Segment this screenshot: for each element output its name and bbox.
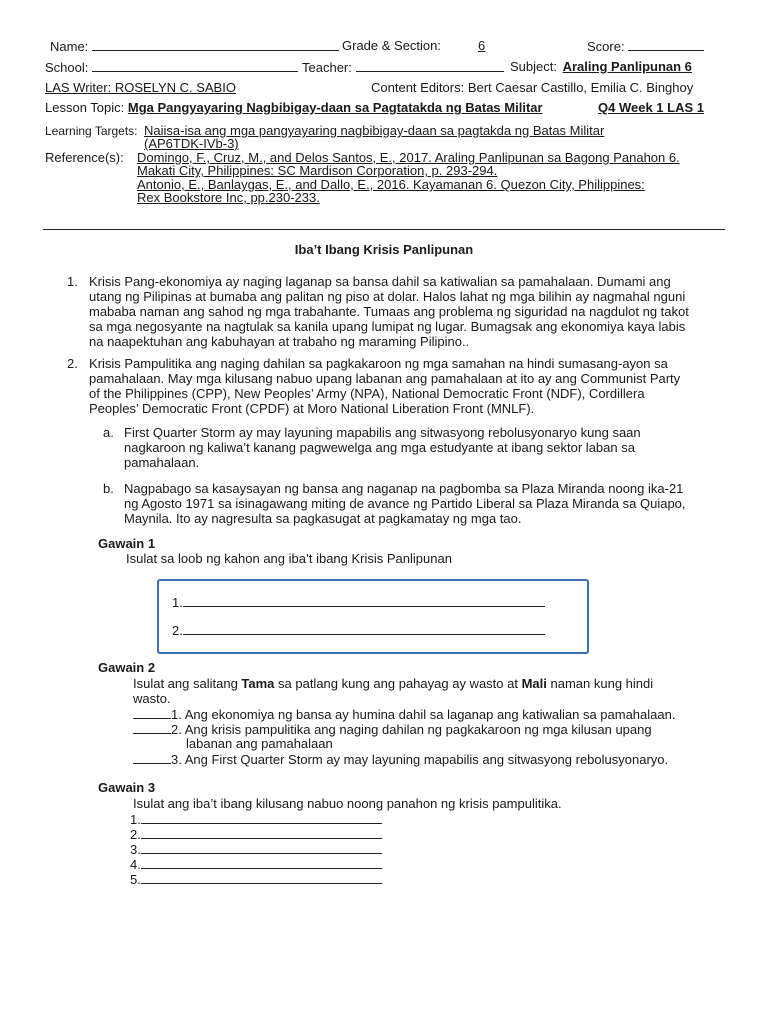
school-field[interactable]: School: [45,59,298,76]
statement-row[interactable]: 2. Ang krisis pampulitika ang naging dahilan ng pagkakaroon ng mga kilusan upang [133,721,652,738]
references-label: Reference(s): [45,150,124,165]
item-paragraph: Krisis Pang-ekonomiya ay naging laganap sa bansa dahil sa katiwalian sa pamahalaan. Dumami ang utang ng Pilipinas at bumaba ang palitan ng piso at dolar. Halos lahat ng mga bilihin ay nagmahal nguni mababa naman ang sahod ng mga trabahante. Tumaas ang problema ng siguridad na nagdulot ng takot sa mga negosyante na nagtulak sa kanila upang lumipat ng lugar. Bumagsak ang ekonomiya kaya labis na naapektuhan ang kabuhayan at trabaho ng maraming Pilipino.. [89,274,689,349]
gawain1-title: Gawain 1 [98,536,156,551]
gawain2-instruction-cont: wasto. [133,691,171,706]
lesson-topic: Lesson Topic: Mga Pangyayaring Nagbibigay-daan sa Pagtatakda ng Batas Militar [45,100,543,115]
subitem-paragraph: Nagpabago sa kasaysayan ng bansa ang naganap na pagbomba sa Plaza Miranda noong ika-21 ng Agosto 1971 sa isinagawang miting de avance ng Partido Liberal sa Plaza Miranda sa Quiapo, Maynila. Ito ay nagresulta sa pagkasugat at pagkamatay ng mga tao. [124,481,686,526]
answer-line[interactable]: 4. [130,856,382,873]
reference-line: Domingo, F., Cruz, M., and Delos Santos, E., 2017. Araling Panlipunan sa Bagong Panahon 6. [137,150,680,165]
statement-blank[interactable] [133,706,171,719]
statement-row[interactable]: 1. Ang ekonomiya ng bansa ay humina dahil sa laganap ang katiwalian sa pamahalaan. [133,706,675,723]
score-blank[interactable] [628,38,704,51]
item-paragraph: Krisis Pampulitika ang naging dahilan sa pagkakaroon ng mga samahan na hindi sumasang-ayon sa pamahalaan. May mga kilusang nabuo upang labanan ang pamahalaan at ito ay ang Communist Party of the Philippines (CPP), New Peoples’ Army (NPA), National Democratic Front (NDF), Cordillera Peoples’ Democratic Front (CPDF) at Moro National Liberation Front (MNLF). [89,356,681,416]
gawain3-instruction: Isulat ang iba’t ibang kilusang nabuo noong panahon ng krisis pampulitika. [133,796,562,811]
answer-line[interactable]: 5. [130,871,382,888]
item-number: 2. [67,356,78,371]
gawain1-instruction: Isulat sa loob ng kahon ang iba’t ibang Krisis Panlipunan [126,551,452,566]
header-divider [43,229,725,230]
answer-blank[interactable] [141,811,382,824]
gawain2-instruction: Isulat ang salitang Tama sa patlang kung ang pahayag ay wasto at Mali naman kung hindi [133,676,654,691]
subject-field: Subject: Araling Panlipunan 6 [510,59,692,74]
las-writer: LAS Writer: ROSELYN C. SABIO [45,80,236,95]
tama-word: Tama [241,676,275,691]
answer-blank[interactable] [141,856,382,869]
subitem-paragraph: First Quarter Storm ay may layuning mapabilis ang sitwasyong rebolusyonaryo kung saan nagkaroon ng kaliwa’t kanang pagwewelga ang mga estudyante at ibang sektor laban sa pamahalaan. [124,425,641,470]
grade-value: 6 [478,38,486,53]
subitem-letter: b. [103,481,114,496]
answer-line[interactable]: 1. [130,811,382,828]
reference-line: Antonio, E., Banlaygas, E., and Dallo, E., 2016. Kayamanan 6. Quezon City, Philippines: [137,177,645,192]
teacher-field[interactable]: Teacher: [302,59,504,76]
subitem-letter: a. [103,425,114,440]
name-blank[interactable] [92,38,339,51]
name-field[interactable]: Name: [50,38,339,55]
teacher-blank[interactable] [356,59,504,72]
answer-blank[interactable] [183,594,545,607]
answer-line[interactable]: 2. [130,826,382,843]
answer-line[interactable]: 1. [172,594,545,611]
statement-blank[interactable] [133,721,171,734]
reference-line: Rex Bookstore Inc, pp.230-233. [137,190,320,205]
gawain3-title: Gawain 3 [98,780,156,795]
answer-box [157,579,589,654]
section-title: Iba’t Ibang Krisis Panlipunan [294,242,474,257]
week-label: Q4 Week 1 LAS 1 [598,100,704,115]
statement-row[interactable]: 3. Ang First Quarter Storm ay may layuning mapabilis ang sitwasyong rebolusyonaryo. [133,751,668,768]
answer-blank[interactable] [141,871,382,884]
learning-targets-line2: (AP6TDK-IVb-3) [144,136,239,151]
learning-targets-line1: Naiisa-isa ang mga pangyayaring nagbibigay-daan sa pagtakda ng Batas Militar [144,123,605,138]
mali-word: Mali [521,676,547,691]
lesson-topic-value: Mga Pangyayaring Nagbibigay-daan sa Pagtatakda ng Batas Militar [127,100,543,115]
school-blank[interactable] [92,59,298,72]
subject-value: Araling Panlipunan 6 [562,59,692,74]
content-editors: Content Editors: Bert Caesar Castillo, Emilia C. Binghoy [371,80,694,95]
answer-line[interactable]: 2. [172,622,545,639]
answer-line[interactable]: 3. [130,841,382,858]
gawain2-title: Gawain 2 [98,660,156,675]
statement-continuation: labanan ang pamahalaan [186,736,333,751]
answer-blank[interactable] [141,826,382,839]
statement-blank[interactable] [133,751,171,764]
grade-section-field[interactable]: Grade & Section: 6 [342,38,511,54]
answer-blank[interactable] [141,841,382,854]
learning-targets-label: Learning Targets: [45,124,138,138]
reference-line: Makati City, Philippines: SC Mardison Corporation, p. 293-294. [137,163,498,178]
item-number: 1. [67,274,78,289]
score-field[interactable]: Score: [587,38,704,55]
answer-blank[interactable] [183,622,545,635]
